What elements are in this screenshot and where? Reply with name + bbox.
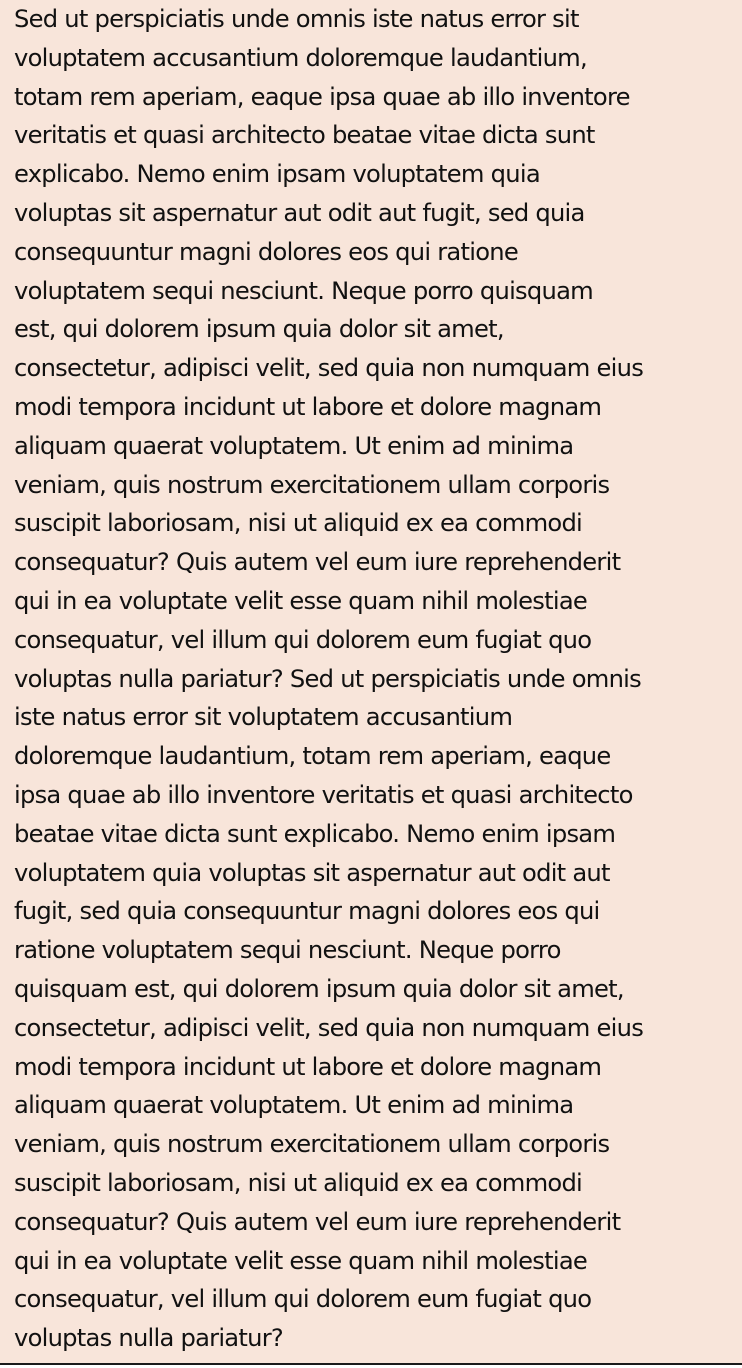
text-line: suscipit laboriosam, nisi ut aliquid ex ea commodi: [14, 1168, 583, 1197]
text-line: qui in ea voluptate velit esse quam nihil molestiae: [14, 586, 588, 615]
text-line: veniam, quis nostrum exercitationem ullam corporis: [14, 470, 610, 499]
text-line: consequatur? Quis autem vel eum iure reprehenderit: [14, 1207, 621, 1236]
text-line: ratione voluptatem sequi nesciunt. Neque porro: [14, 936, 561, 965]
text-line: consequatur, vel illum qui dolorem eum fugiat quo: [14, 625, 592, 654]
text-line: consequatur, vel illum qui dolorem eum fugiat quo: [14, 1285, 592, 1314]
text-line: voluptatem accusantium doloremque laudantium,: [14, 43, 587, 72]
text-line: fugit, sed quia consequuntur magni dolores eos qui: [14, 897, 600, 926]
text-line: modi tempora incidunt ut labore et dolore magnam: [14, 392, 602, 421]
text-line: veritatis et quasi architecto beatae vitae dicta sunt: [14, 121, 595, 150]
text-line: consectetur, adipisci velit, sed quia non numquam eius: [14, 354, 644, 383]
text-line: suscipit laboriosam, nisi ut aliquid ex ea commodi: [14, 509, 583, 538]
text-line: consectetur, adipisci velit, sed quia non numquam eius: [14, 1013, 644, 1042]
text-line: voluptas sit aspernatur aut odit aut fugit, sed quia: [14, 198, 585, 227]
text-line: voluptas nulla pariatur?: [14, 1324, 283, 1353]
text-line: voluptatem sequi nesciunt. Neque porro quisquam: [14, 276, 593, 305]
text-line: qui in ea voluptate velit esse quam nihil molestiae: [14, 1246, 588, 1275]
text-line: aliquam quaerat voluptatem. Ut enim ad minima: [14, 1091, 574, 1120]
text-line: voluptatem quia voluptas sit aspernatur aut odit aut: [14, 858, 610, 887]
text-line: est, qui dolorem ipsum quia dolor sit amet,: [14, 315, 504, 344]
text-line: totam rem aperiam, eaque ipsa quae ab illo inventore: [14, 82, 630, 111]
text-line: consequatur? Quis autem vel eum iure reprehenderit: [14, 548, 621, 577]
text-line: modi tempora incidunt ut labore et dolore magnam: [14, 1052, 602, 1081]
text-line: doloremque laudantium, totam rem aperiam, eaque: [14, 742, 611, 771]
paragraph: [14, 0, 738, 1358]
text-line: voluptas nulla pariatur? Sed ut perspiciatis unde omnis: [14, 664, 641, 693]
text-line: veniam, quis nostrum exercitationem ullam corporis: [14, 1130, 610, 1159]
text-line: aliquam quaerat voluptatem. Ut enim ad minima: [14, 431, 574, 460]
text-line: explicabo. Nemo enim ipsam voluptatem quia: [14, 160, 540, 189]
text-line: consequuntur magni dolores eos qui ratione: [14, 237, 518, 266]
text-line: beatae vitae dicta sunt explicabo. Nemo enim ipsam: [14, 819, 616, 848]
text-line: iste natus error sit voluptatem accusantium: [14, 703, 513, 732]
text-line: quisquam est, qui dolorem ipsum quia dolor sit amet,: [14, 974, 624, 1003]
text-line: Sed ut perspiciatis unde omnis iste natus error sit: [14, 5, 579, 33]
text-line: ipsa quae ab illo inventore veritatis et quasi architecto: [14, 780, 633, 809]
